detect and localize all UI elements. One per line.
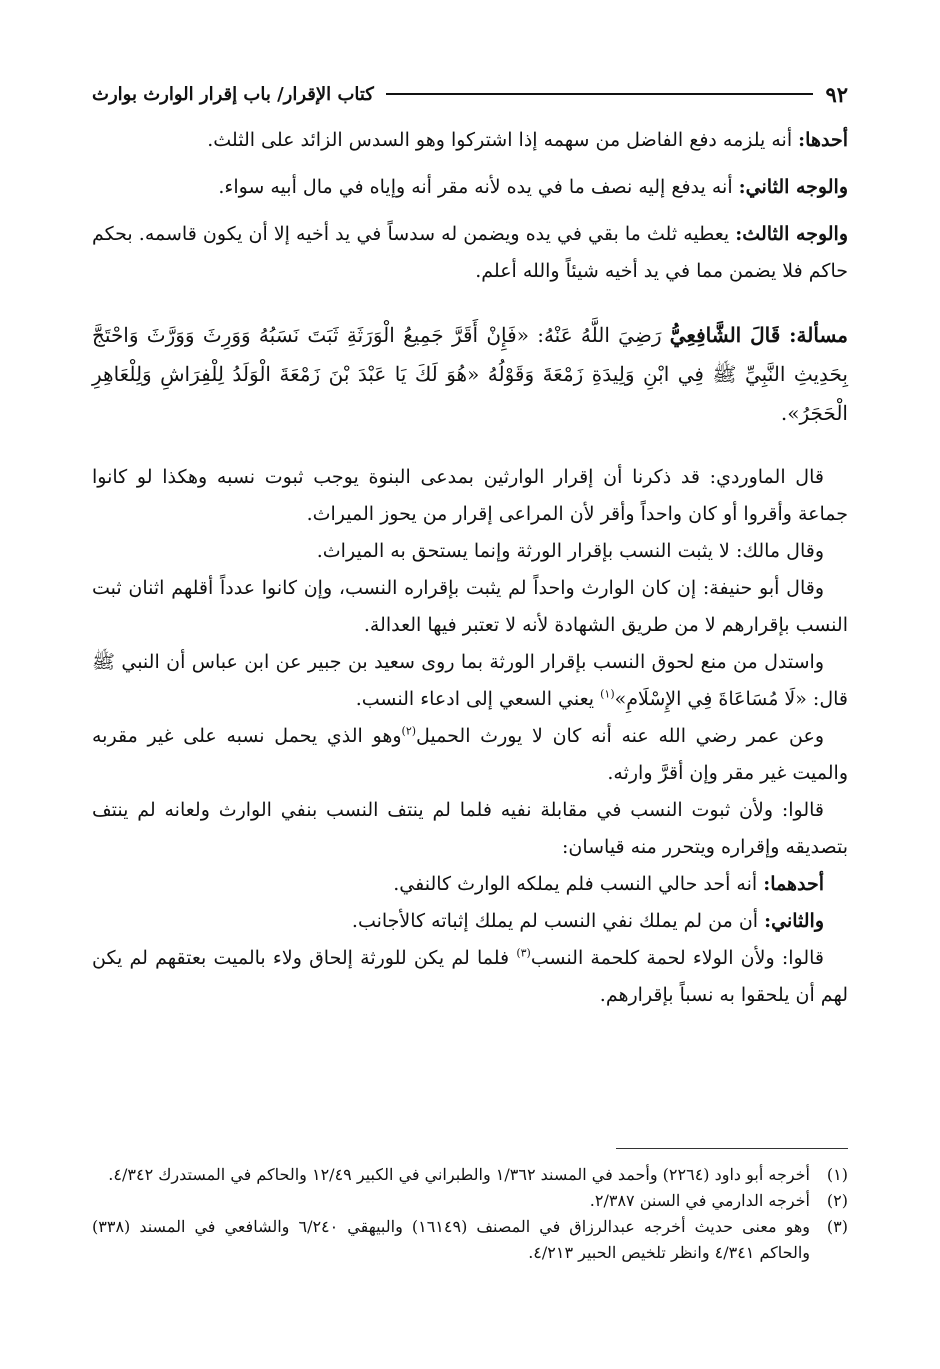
paragraph-malik: وقال مالك: لا يثبت النسب بإقرار الورثة وإنما يستحق به الميراث. — [316, 540, 824, 562]
paragraph-text: أنه يدفع إليه نصف ما في يده لأنه مقر أنه وإياه في مال أبيه سواء. — [218, 176, 739, 198]
paragraph-text: يعطيه ثلث ما بقي في يده ويضمن له سدساً في يد أخيه إلا أن يكون قاسمه. بحكم حاكم فلا يضمن مما في يد أخيه شيئاً والله أعلم. — [92, 223, 848, 282]
paragraph-lead: أحدها: — [798, 129, 848, 151]
paragraph-text: أن من لم يملك نفي النسب لم يملك إثباته كالأجانب. — [351, 910, 765, 932]
paragraph-lead: والوجه الثالث: — [735, 223, 849, 245]
footnote-number: (٢) — [826, 1191, 848, 1210]
paragraph-abu-hanifa: وقال أبو حنيفة: إن كان الوارث واحداً لم يثبت بإقراره النسب، وإن كانوا عدداً أقلهم اثنان ثبت النسب بإقرارهم لا من طريق الشهادة لأنه لا تعتبر فيها العدالة. — [92, 577, 848, 636]
paragraph-wala — [92, 940, 848, 1014]
paragraph-text: فلما لم يكن للورثة إلحاق ولاء بالميت بعتقهم لم يكن لهم أن يلحقوا به نسباً بإقرارهم. — [92, 947, 848, 1006]
paragraph-lead: والوجه الثاني: — [738, 176, 848, 198]
footnote-item — [92, 1162, 848, 1188]
paragraph-text: أنه أحد حالي النسب فلم يملكه الوارث كالنفي. — [393, 873, 764, 895]
paragraph-text: أنه يلزمه دفع الفاضل من سهمه إذا اشتركوا وهو السدس الزائد على الثلث. — [207, 129, 799, 151]
masala-paragraph — [92, 316, 848, 433]
paragraph-evidence — [92, 644, 848, 718]
paragraph-text: واستدل من منع لحوق النسب بإقرار الورثة بما روى سعيد بن جبير عن ابن عباس أن النبي ﷺ قال: «لَا مُسَاعَاةَ فِي الإِسْلَامِ» — [92, 651, 848, 710]
paragraph-second-view — [92, 169, 848, 206]
running-title: كتاب الإقرار/ باب إقرار الوارث بوارث — [92, 83, 374, 105]
paragraph-lead: والثاني: — [764, 910, 824, 932]
footnote-item — [92, 1188, 848, 1214]
masala-heading: مسألة: قَالَ الشَّافِعِيُّ — [669, 323, 848, 347]
paragraph-umar — [92, 718, 848, 792]
footnote-ref-3: (٣) — [516, 946, 531, 960]
page-header — [92, 76, 848, 112]
footnote-number: (٣) — [826, 1217, 848, 1236]
header-rule — [386, 93, 814, 95]
footnote-text: وهو معنى حديث أخرجه عبدالرزاق في المصنف (١٦١٤٩) والبيهقي ٦/٢٤٠ والشافعي في المسند (٣٣٨) والحاكم ٤/٣٤١ وانظر تلخيص الحبير ٤/٢١٣. — [92, 1217, 811, 1262]
footnote-ref-2: (٢) — [401, 724, 417, 738]
paragraph-text: يعني السعي إلى ادعاء النسب. — [355, 688, 601, 710]
masala-text: رَضِيَ اللَّهُ عَنْهُ: «فَإِنْ أَقَرَّ جَمِيعُ الْوَرَثَةِ ثَبَتَ نَسَبُهُ وَوَرِثَ وَوَرَّثَ وَاحْتَجَّ بِحَدِيثِ النَّبِيِّ ﷺ فِي ابْنِ وَلِيدَةِ زَمْعَةَ وَقَوْلُهُ «هُوَ لَكَ يَا عَبْدَ بْنَ زَمْعَةَ الْوَلَدُ لِلْفِرَاشِ وَلِلْعَاهِرِ الْحَجَرُ». — [92, 323, 848, 425]
paragraph-third-view — [92, 216, 848, 290]
paragraph-text: وعن عمر رضي الله عنه أنه كان لا يورث الحميل — [416, 725, 824, 747]
page-number: ٩٢ — [825, 81, 848, 107]
footnote-text: أخرجه أبو داود (٢٢٦٤) وأحمد في المسند ١/٣٦٢ والطبراني في الكبير ١٢/٤٩ والحاكم في المستدرك ٤/٣٤٢. — [108, 1165, 810, 1184]
footnote-ref-1: (١) — [600, 687, 615, 701]
footnotes — [92, 1162, 848, 1266]
paragraph-qalu: قالوا: ولأن ثبوت النسب في مقابلة نفيه فلما لم ينتف النسب بنفي الوارث ولعانه لم ينتف بتصديقه وإقراره ويتحرر منه قياسان: — [92, 799, 848, 858]
paragraph-second-analogy — [92, 903, 848, 940]
footnote-number: (١) — [826, 1165, 848, 1184]
paragraph-first-view — [92, 122, 848, 159]
paragraph-mawardi: قال الماوردي: قد ذكرنا أن إقرار الوارثين بمدعى البنوة يوجب ثبوت نسبه وهكذا لو كانوا جماعة وأقروا أو كان واحداً وأقر لأن المراعى إقرار من يحوز الميراث. — [92, 466, 848, 525]
paragraph-first-analogy — [92, 866, 848, 903]
footnote-item — [92, 1214, 848, 1266]
paragraph-text: قالوا: ولأن الولاء لحمة كلحمة النسب — [530, 947, 825, 969]
footnote-divider — [616, 1148, 848, 1149]
paragraph-lead: أحدهما: — [763, 873, 824, 895]
main-text — [92, 122, 848, 1014]
footnote-text: أخرجه الدارمي في السنن ٢/٣٨٧. — [589, 1191, 810, 1210]
paragraph-text: وهو الذي يحمل نسبه على غير مقربه والميت غير مقر وإن أقرَّ وارثه. — [92, 725, 848, 784]
